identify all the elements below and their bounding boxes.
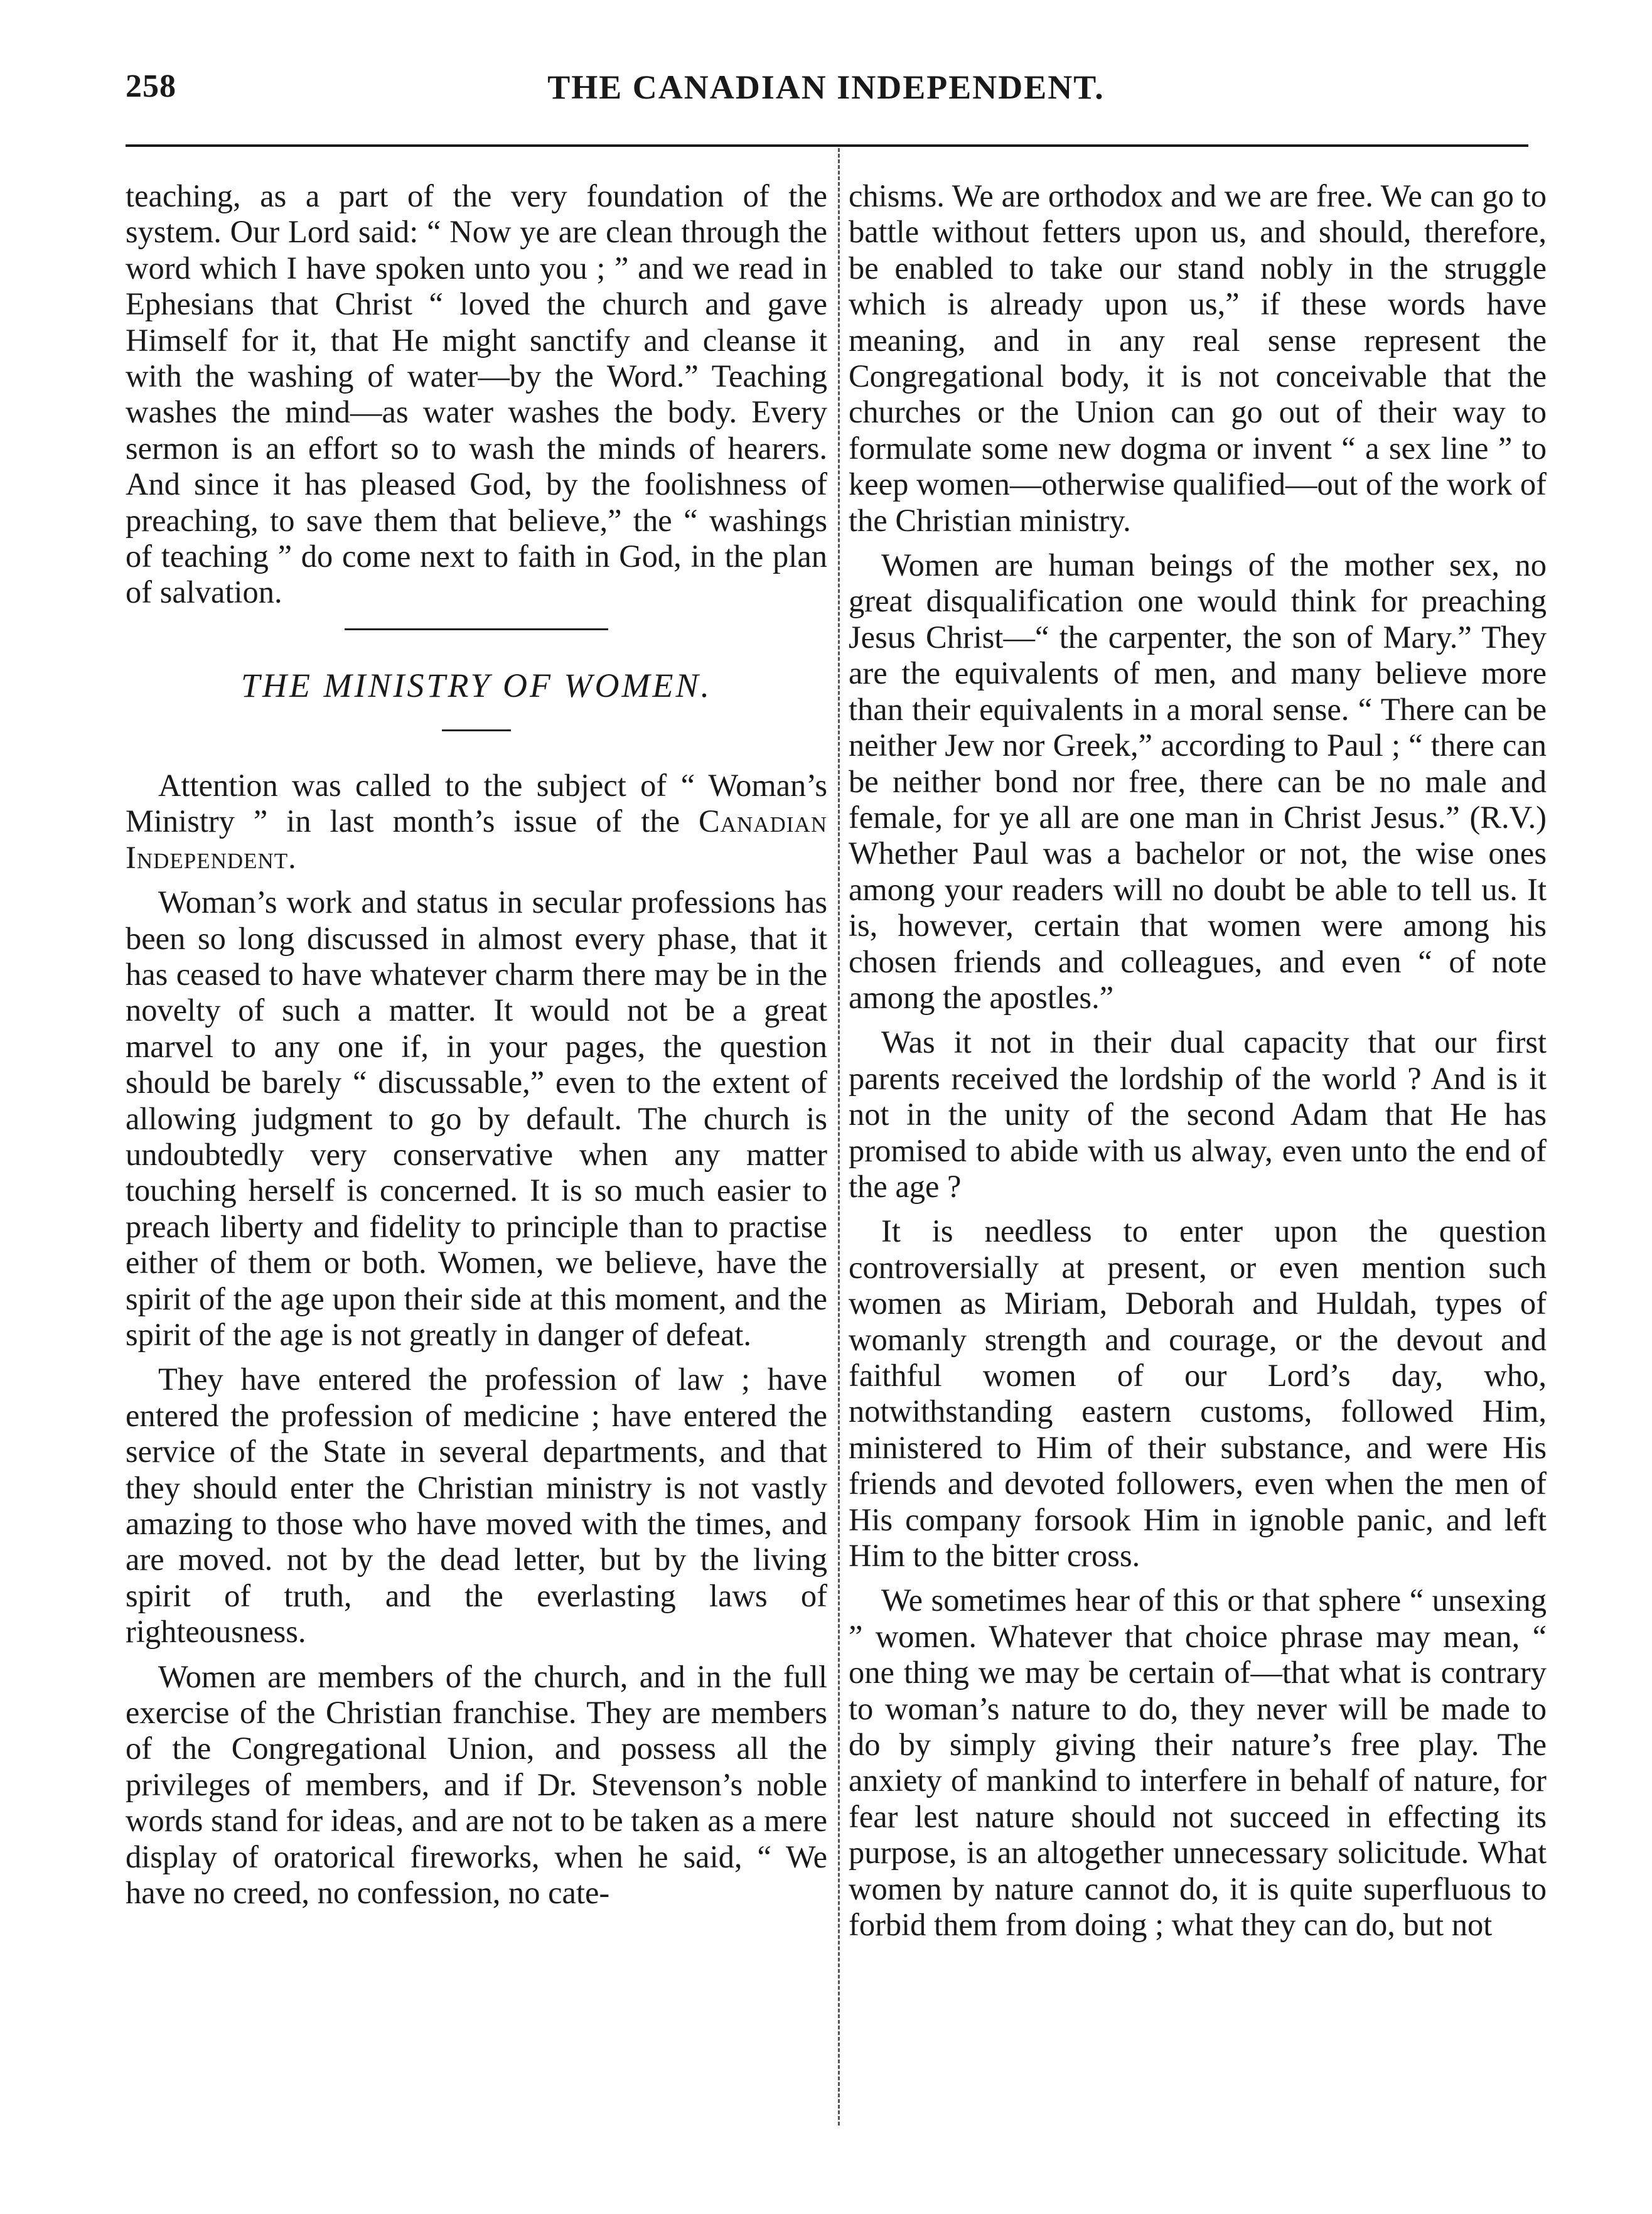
paragraph-attention-text: Attention was called to the subject of “ Woman’s Ministry ” in last month’s issue of the [126, 767, 827, 839]
paragraph-church-members: Women are members of the church, and in the full exercise of the Christian franchise. They are members of the Congregational Union, and possess all the privileges of members, and if Dr. Stevenson’s noble words stand for ideas, and are not to be taken as a mere display of oratorical fireworks, when he said, “ We have no creed, no confession, no cate- [126, 1658, 827, 1911]
publication-name: Canadian Independent. [126, 803, 828, 875]
left-column [126, 178, 827, 1911]
column-divider [838, 148, 840, 2125]
section-title: THE MINISTRY OF WOMEN. [240, 666, 712, 704]
paragraph-womans-work: Woman’s work and status in secular professions has been so long discussed in almost every phase, that it has ceased to have whatever charm there may be in the novelty of such a matter. It would not be a great marvel to any one if, in your pages, the question should be barely “ discussable,” even to the extent of allowing judgment to go by default. The church is undoubtedly very conservative when any matter touching herself is concerned. It is so much easier to preach liberty and fidelity to principle than to practise either of them or both. Women, we believe, have the spirit of the age upon their side at this moment, and the spirit of the age is not greatly in danger of defeat. [126, 884, 827, 1352]
paragraph-attention [126, 768, 827, 876]
paragraph-needless: It is needless to enter upon the question controversially at present, or even mention such women as Miriam, Deborah and Huldah, types of womanly strength and courage, or the devout and faithful women of our Lord’s day, who, notwithstanding eastern customs, followed Him, ministered to Him of their substance, and were His friends and devoted followers, even when the men of His company forsook Him in ignoble panic, and left Him to the bitter cross. [849, 1213, 1547, 1574]
paragraph-unsexing: We sometimes hear of this or that sphere “ unsexing ” women. Whatever that choice phrase may mean, “ one thing we may be certain of—that what is contrary to woman’s nature to do, they never will be made to do by simply giving their nature’s free play. The anxiety of mankind to interfere in behalf of nature, for fear lest nature should not succeed in effecting its purpose, is an altogether unnecessary solicitude. What women by nature cannot do, it is quite superfluous to forbid them from doing ; what they can do, but not [849, 1583, 1547, 1943]
header-rule [126, 144, 1528, 147]
running-title: THE CANADIAN INDEPENDENT. [547, 68, 1105, 106]
paragraph-dual-capacity: Was it not in their dual capacity that our first parents received the lordship of the world ? And is it not in the unity of the second Adam that He has promised to abide with us alway, even unto the end of the age ? [849, 1024, 1547, 1204]
paragraph-human-beings: Women are human beings of the mother sex, no great disqualification one would think for preaching Jesus Christ—“ the carpenter, the son of Mary.” They are the equivalents of men, and many believe more than their equivalents in a moral sense. “ There can be neither Jew nor Greek,” according to Paul ; “ there can be neither bond nor free, there can be no male and female, for ye all are one man in Christ Jesus.” (R.V.) Whether Paul was a bachelor or not, the wise ones among your readers will no doubt be able to tell us. It is, however, certain that women were among his chosen friends and colleagues, and even “ of note among the apostles.” [849, 547, 1547, 1015]
paragraph-teaching: teaching, as a part of the very foundation of the system. Our Lord said: “ Now ye are clean through the word which I have spoken unto you ; ” and we read in Ephesians that Christ “ loved the church and gave Himself for it, that He might sanctify and cleanse it with the washing of water—by the Word.” Teaching washes the mind—as water washes the body. Every sermon is an effort so to wash the minds of hearers. And since it has pleased God, by the foolishness of preaching, to save them that believe,” the “ washings of teaching ” do come next to faith in God, in the plan of salvation. [126, 178, 827, 610]
paragraph-continuation: chisms. We are orthodox and we are free. We can go to battle without fetters upon us, and should, therefore, be enabled to take our stand nobly in the struggle which is already upon us,” if these words have meaning, and in any real sense represent the Congregational body, it is not conceivable that the churches or the Union can go out of their way to formulate some new dogma or invent “ a sex line ” to keep women—otherwise qualified—out of the work of the Christian ministry. [849, 178, 1547, 538]
section-separator-rule [345, 628, 608, 630]
section-title-underline [442, 729, 511, 731]
page-number: 258 [126, 68, 176, 104]
paragraph-professions: They have entered the profession of law ; have entered the profession of medicine ; have entered the service of the State in several departments, and that they should enter the Christian ministry is not vastly amazing to those who have moved with the times, and are moved. not by the dead letter, but by the living spirit of truth, and the everlasting laws of righteousness. [126, 1362, 827, 1650]
right-column [849, 178, 1547, 1943]
